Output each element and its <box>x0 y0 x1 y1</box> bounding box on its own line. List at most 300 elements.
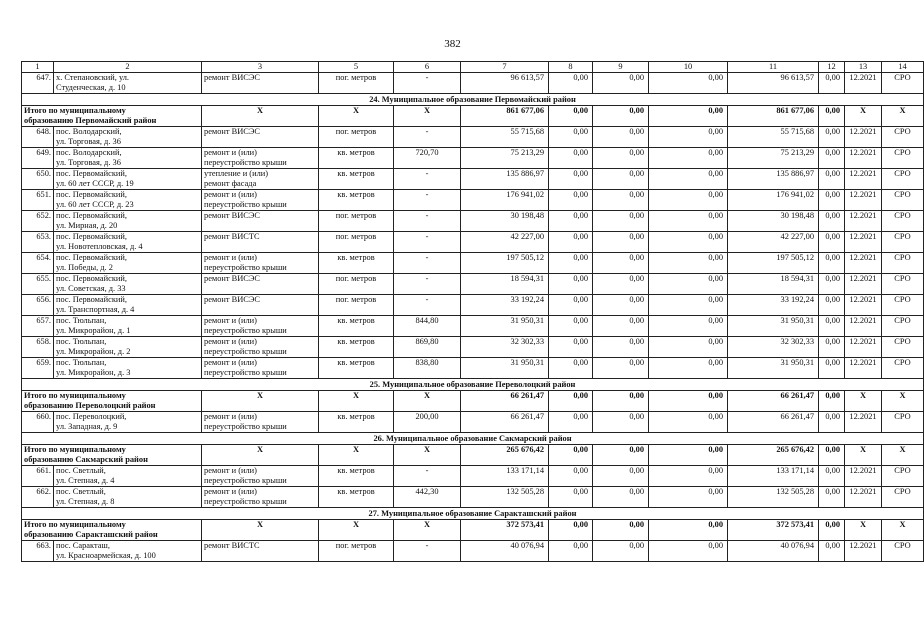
work-type-line: ремонт ВИСЭС <box>204 73 260 82</box>
subtotal-label-line: Итого по муниципальному <box>24 391 126 400</box>
cost-col-9: 0,00 <box>593 73 649 94</box>
completion-date: X <box>845 520 882 541</box>
table-row <box>22 148 924 169</box>
column-number: 14 <box>882 62 924 73</box>
completion-date: X <box>845 106 882 127</box>
work-type-line: переустройство крыши <box>204 367 287 377</box>
row-number: 656. <box>22 295 54 316</box>
method: X <box>882 445 924 466</box>
row-number: 659. <box>22 358 54 379</box>
area: 869,80 <box>394 337 461 358</box>
work-type <box>202 169 319 190</box>
unit: пог. метров <box>319 73 394 94</box>
table-row <box>22 232 924 253</box>
unit: кв. метров <box>319 148 394 169</box>
cost-col-10: 0,00 <box>649 148 728 169</box>
work-type <box>202 541 319 562</box>
cost-col-11: 32 302,33 <box>728 337 819 358</box>
method: СРО <box>882 274 924 295</box>
row-number: 655. <box>22 274 54 295</box>
column-number: 12 <box>819 62 845 73</box>
address <box>54 412 202 433</box>
cost-col-9: 0,00 <box>593 445 649 466</box>
work-type <box>202 190 319 211</box>
cost-col-11: 42 227,00 <box>728 232 819 253</box>
work-type-line: переустройство крыши <box>204 421 287 431</box>
address-line: ул. Красноармейская, д. 100 <box>56 550 156 560</box>
column-number: 1 <box>22 62 54 73</box>
method: СРО <box>882 337 924 358</box>
unit: кв. метров <box>319 466 394 487</box>
area: 844,80 <box>394 316 461 337</box>
address-line: ул. Советская, д. 33 <box>56 283 126 293</box>
column-number: 2 <box>54 62 202 73</box>
address <box>54 274 202 295</box>
address-line: ул. Западная, д. 9 <box>56 421 118 431</box>
cost-col-12: 0,00 <box>819 295 845 316</box>
address-line: пос. Первомайский, <box>56 232 127 241</box>
cost-col-8: 0,00 <box>549 148 593 169</box>
total-cost: 96 613,57 <box>461 73 549 94</box>
cost-col-9: 0,00 <box>593 541 649 562</box>
address-line: пос. Тюльпан, <box>56 358 107 367</box>
address <box>54 541 202 562</box>
cost-col-11: 861 677,06 <box>728 106 819 127</box>
address <box>54 232 202 253</box>
method: СРО <box>882 169 924 190</box>
cost-col-10: 0,00 <box>649 445 728 466</box>
work-type-line: ремонт ВИСЭС <box>204 127 260 136</box>
work-type <box>202 337 319 358</box>
address <box>54 211 202 232</box>
row-number: 650. <box>22 169 54 190</box>
cost-col-10: 0,00 <box>649 127 728 148</box>
subtotal-row <box>22 445 924 466</box>
cost-col-9: 0,00 <box>593 337 649 358</box>
work-type <box>202 127 319 148</box>
completion-date: 12.2021 <box>845 253 882 274</box>
work-type <box>202 274 319 295</box>
completion-date: 12.2021 <box>845 232 882 253</box>
address-line: пос. Володарский, <box>56 127 122 136</box>
method: СРО <box>882 127 924 148</box>
work-type <box>202 148 319 169</box>
work-type-line: переустройство крыши <box>204 496 287 506</box>
cost-col-9: 0,00 <box>593 127 649 148</box>
total-cost: 861 677,06 <box>461 106 549 127</box>
unit: X <box>319 391 394 412</box>
section-title: 24. Муниципальное образование Первомайский район <box>22 94 924 106</box>
cost-col-8: 0,00 <box>549 541 593 562</box>
cost-col-9: 0,00 <box>593 148 649 169</box>
address-line: ул. Новотепловская, д. 4 <box>56 241 143 251</box>
work-type-line: переустройство крыши <box>204 475 287 485</box>
subtotal-label-line: образованию Сакмарский район <box>24 454 148 464</box>
cost-col-10: 0,00 <box>649 391 728 412</box>
address-line: ул. Торговая, д. 36 <box>56 136 121 146</box>
cost-col-8: 0,00 <box>549 466 593 487</box>
cost-col-8: 0,00 <box>549 211 593 232</box>
cost-col-8: 0,00 <box>549 274 593 295</box>
completion-date: 12.2021 <box>845 316 882 337</box>
column-number: 10 <box>649 62 728 73</box>
work-type <box>202 466 319 487</box>
completion-date: 12.2021 <box>845 169 882 190</box>
cost-col-9: 0,00 <box>593 232 649 253</box>
subtotal-label-line: Итого по муниципальному <box>24 106 126 115</box>
method: СРО <box>882 232 924 253</box>
cost-col-12: 0,00 <box>819 520 845 541</box>
cost-col-11: 75 213,29 <box>728 148 819 169</box>
column-number: 7 <box>461 62 549 73</box>
cost-col-8: 0,00 <box>549 445 593 466</box>
table-row <box>22 466 924 487</box>
completion-date: 12.2021 <box>845 295 882 316</box>
area: - <box>394 127 461 148</box>
cost-col-12: 0,00 <box>819 190 845 211</box>
subtotal-row <box>22 520 924 541</box>
page-number: 382 <box>444 38 461 50</box>
area: - <box>394 73 461 94</box>
cost-col-10: 0,00 <box>649 73 728 94</box>
row-number: 660. <box>22 412 54 433</box>
method: СРО <box>882 487 924 508</box>
cost-col-11: 66 261,47 <box>728 412 819 433</box>
cost-col-9: 0,00 <box>593 316 649 337</box>
cost-col-11: 135 886,97 <box>728 169 819 190</box>
address <box>54 169 202 190</box>
section-header-row <box>22 379 924 391</box>
area: X <box>394 106 461 127</box>
cost-col-8: 0,00 <box>549 391 593 412</box>
cost-col-9: 0,00 <box>593 391 649 412</box>
total-cost: 372 573,41 <box>461 520 549 541</box>
address-line: ул. Степная, д. 8 <box>56 496 115 506</box>
cost-col-9: 0,00 <box>593 274 649 295</box>
work-type-line: ремонт ВИСЭС <box>204 295 260 304</box>
work-type: X <box>202 391 319 412</box>
subtotal-label <box>22 520 202 541</box>
work-type-line: ремонт ВИСТС <box>204 232 260 241</box>
unit: пог. метров <box>319 127 394 148</box>
cost-col-12: 0,00 <box>819 232 845 253</box>
cost-col-9: 0,00 <box>593 295 649 316</box>
completion-date: 12.2021 <box>845 190 882 211</box>
work-type: X <box>202 445 319 466</box>
cost-col-12: 0,00 <box>819 106 845 127</box>
cost-col-8: 0,00 <box>549 316 593 337</box>
table-row <box>22 211 924 232</box>
address-line: пос. Первомайский, <box>56 274 127 283</box>
subtotal-label-line: образованию Первомайский район <box>24 115 157 125</box>
completion-date: 12.2021 <box>845 337 882 358</box>
cost-col-12: 0,00 <box>819 541 845 562</box>
cost-col-9: 0,00 <box>593 466 649 487</box>
work-type-line: ремонт и (или) <box>204 337 257 346</box>
unit: кв. метров <box>319 412 394 433</box>
address-line: пос. Володарский, <box>56 148 122 157</box>
method: СРО <box>882 358 924 379</box>
area: - <box>394 466 461 487</box>
work-type-line: переустройство крыши <box>204 346 287 356</box>
completion-date: 12.2021 <box>845 358 882 379</box>
address <box>54 358 202 379</box>
cost-col-10: 0,00 <box>649 190 728 211</box>
cost-col-10: 0,00 <box>649 274 728 295</box>
method: X <box>882 520 924 541</box>
method: СРО <box>882 253 924 274</box>
unit: X <box>319 106 394 127</box>
column-number: 9 <box>593 62 649 73</box>
work-type-line: переустройство крыши <box>204 262 287 272</box>
cost-col-8: 0,00 <box>549 232 593 253</box>
section-title: 25. Муниципальное образование Переволоцкий район <box>22 379 924 391</box>
cost-col-8: 0,00 <box>549 487 593 508</box>
section-header-row <box>22 433 924 445</box>
cost-col-10: 0,00 <box>649 232 728 253</box>
address-line: пос. Тюльпан, <box>56 316 107 325</box>
unit: пог. метров <box>319 274 394 295</box>
method: СРО <box>882 148 924 169</box>
cost-col-12: 0,00 <box>819 253 845 274</box>
row-number: 653. <box>22 232 54 253</box>
cost-col-9: 0,00 <box>593 190 649 211</box>
unit: кв. метров <box>319 487 394 508</box>
subtotal-row <box>22 391 924 412</box>
total-cost: 197 505,12 <box>461 253 549 274</box>
cost-col-10: 0,00 <box>649 466 728 487</box>
cost-col-9: 0,00 <box>593 487 649 508</box>
capital-repair-table <box>21 61 924 562</box>
row-number: 657. <box>22 316 54 337</box>
cost-col-10: 0,00 <box>649 106 728 127</box>
cost-col-8: 0,00 <box>549 358 593 379</box>
work-type-line: ремонт и (или) <box>204 466 257 475</box>
cost-col-8: 0,00 <box>549 253 593 274</box>
column-number: 13 <box>845 62 882 73</box>
address <box>54 337 202 358</box>
cost-col-11: 265 676,42 <box>728 445 819 466</box>
address <box>54 316 202 337</box>
address-line: Студенческая, д. 10 <box>56 82 126 92</box>
total-cost: 176 941,02 <box>461 190 549 211</box>
completion-date: X <box>845 391 882 412</box>
table-row <box>22 190 924 211</box>
cost-col-10: 0,00 <box>649 487 728 508</box>
address-line: ул. Микрорайон, д. 2 <box>56 346 131 356</box>
address-line: пос. Первомайский, <box>56 190 127 199</box>
cost-col-8: 0,00 <box>549 106 593 127</box>
column-number-row <box>22 62 924 73</box>
completion-date: 12.2021 <box>845 211 882 232</box>
cost-col-10: 0,00 <box>649 211 728 232</box>
area: 442,30 <box>394 487 461 508</box>
address-line: пос. Первомайский, <box>56 169 127 178</box>
address-line: ул. Торговая, д. 36 <box>56 157 121 167</box>
work-type-line: ремонт и (или) <box>204 358 257 367</box>
column-number: 5 <box>319 62 394 73</box>
table-row <box>22 541 924 562</box>
address <box>54 127 202 148</box>
area: - <box>394 211 461 232</box>
cost-col-10: 0,00 <box>649 358 728 379</box>
cost-col-8: 0,00 <box>549 412 593 433</box>
address-line: пос. Тюльпан, <box>56 337 107 346</box>
column-number: 8 <box>549 62 593 73</box>
work-type-line: ремонт и (или) <box>204 412 257 421</box>
unit: кв. метров <box>319 190 394 211</box>
section-header-row <box>22 94 924 106</box>
completion-date: 12.2021 <box>845 487 882 508</box>
cost-col-11: 33 192,24 <box>728 295 819 316</box>
cost-col-8: 0,00 <box>549 520 593 541</box>
method: СРО <box>882 316 924 337</box>
unit: пог. метров <box>319 232 394 253</box>
total-cost: 33 192,24 <box>461 295 549 316</box>
cost-col-11: 40 076,94 <box>728 541 819 562</box>
cost-col-11: 31 950,31 <box>728 358 819 379</box>
address-line: пос. Переволоцкий, <box>56 412 127 421</box>
area: - <box>394 274 461 295</box>
table-row <box>22 412 924 433</box>
total-cost: 135 886,97 <box>461 169 549 190</box>
cost-col-11: 176 941,02 <box>728 190 819 211</box>
address-line: ул. 60 лет СССР, д. 23 <box>56 199 134 209</box>
cost-col-10: 0,00 <box>649 337 728 358</box>
unit: пог. метров <box>319 295 394 316</box>
cost-col-12: 0,00 <box>819 358 845 379</box>
cost-col-12: 0,00 <box>819 127 845 148</box>
method: СРО <box>882 466 924 487</box>
cost-col-11: 66 261,47 <box>728 391 819 412</box>
address-line: пос. Первомайский, <box>56 295 127 304</box>
work-type-line: ремонт и (или) <box>204 487 257 496</box>
cost-col-11: 96 613,57 <box>728 73 819 94</box>
work-type-line: ремонт и (или) <box>204 253 257 262</box>
subtotal-label-line: образованию Саракташский район <box>24 529 158 539</box>
table-row <box>22 274 924 295</box>
table-row <box>22 358 924 379</box>
area: - <box>394 190 461 211</box>
subtotal-label-line: Итого по муниципальному <box>24 520 126 529</box>
table-row <box>22 316 924 337</box>
work-type <box>202 412 319 433</box>
cost-col-12: 0,00 <box>819 274 845 295</box>
address-line: пос. Первомайский, <box>56 253 127 262</box>
total-cost: 32 302,33 <box>461 337 549 358</box>
unit: пог. метров <box>319 541 394 562</box>
work-type-line: ремонт и (или) <box>204 190 257 199</box>
address-line: пос. Светлый, <box>56 466 106 475</box>
work-type-line: переустройство крыши <box>204 157 287 167</box>
cost-col-11: 133 171,14 <box>728 466 819 487</box>
section-title: 27. Муниципальное образование Саракташский район <box>22 508 924 520</box>
method: СРО <box>882 541 924 562</box>
work-type-line: ремонт и (или) <box>204 148 257 157</box>
address-line: пос. Светлый, <box>56 487 106 496</box>
address-line: ул. Микрорайон, д. 3 <box>56 367 131 377</box>
method: СРО <box>882 211 924 232</box>
cost-col-11: 372 573,41 <box>728 520 819 541</box>
method: СРО <box>882 190 924 211</box>
address <box>54 295 202 316</box>
cost-col-12: 0,00 <box>819 412 845 433</box>
total-cost: 66 261,47 <box>461 412 549 433</box>
cost-col-8: 0,00 <box>549 337 593 358</box>
method: СРО <box>882 412 924 433</box>
subtotal-label <box>22 391 202 412</box>
table-row <box>22 295 924 316</box>
address-line: ул. Мирная, д. 20 <box>56 220 118 230</box>
cost-col-12: 0,00 <box>819 148 845 169</box>
table-row <box>22 169 924 190</box>
cost-col-10: 0,00 <box>649 520 728 541</box>
subtotal-row <box>22 106 924 127</box>
subtotal-label-line: Итого по муниципальному <box>24 445 126 454</box>
completion-date: X <box>845 445 882 466</box>
unit: X <box>319 520 394 541</box>
work-type <box>202 253 319 274</box>
completion-date: 12.2021 <box>845 274 882 295</box>
unit: кв. метров <box>319 253 394 274</box>
area: X <box>394 391 461 412</box>
total-cost: 40 076,94 <box>461 541 549 562</box>
work-type <box>202 232 319 253</box>
work-type <box>202 487 319 508</box>
address-line: ул. Победы, д. 2 <box>56 262 113 272</box>
area: 720,70 <box>394 148 461 169</box>
total-cost: 75 213,29 <box>461 148 549 169</box>
unit: X <box>319 445 394 466</box>
total-cost: 132 505,28 <box>461 487 549 508</box>
table-row <box>22 337 924 358</box>
completion-date: 12.2021 <box>845 73 882 94</box>
completion-date: 12.2021 <box>845 148 882 169</box>
address <box>54 73 202 94</box>
cost-col-11: 30 198,48 <box>728 211 819 232</box>
row-number: 658. <box>22 337 54 358</box>
cost-col-10: 0,00 <box>649 541 728 562</box>
total-cost: 31 950,31 <box>461 316 549 337</box>
table-row <box>22 487 924 508</box>
total-cost: 55 715,68 <box>461 127 549 148</box>
work-type-line: переустройство крыши <box>204 199 287 209</box>
cost-col-8: 0,00 <box>549 190 593 211</box>
work-type <box>202 358 319 379</box>
address <box>54 253 202 274</box>
unit: кв. метров <box>319 337 394 358</box>
address <box>54 190 202 211</box>
area: X <box>394 520 461 541</box>
column-number: 3 <box>202 62 319 73</box>
subtotal-label-line: образованию Переволоцкий район <box>24 400 156 410</box>
work-type-line: переустройство крыши <box>204 325 287 335</box>
cost-col-8: 0,00 <box>549 73 593 94</box>
row-number: 651. <box>22 190 54 211</box>
cost-col-12: 0,00 <box>819 211 845 232</box>
work-type-line: ремонт ВИСТС <box>204 541 260 550</box>
address-line: х. Степановский, ул. <box>56 73 130 82</box>
cost-col-9: 0,00 <box>593 169 649 190</box>
cost-col-9: 0,00 <box>593 211 649 232</box>
work-type-line: ремонт ВИСЭС <box>204 274 260 283</box>
cost-col-10: 0,00 <box>649 253 728 274</box>
completion-date: 12.2021 <box>845 541 882 562</box>
cost-col-12: 0,00 <box>819 73 845 94</box>
area: X <box>394 445 461 466</box>
work-type <box>202 73 319 94</box>
total-cost: 265 676,42 <box>461 445 549 466</box>
